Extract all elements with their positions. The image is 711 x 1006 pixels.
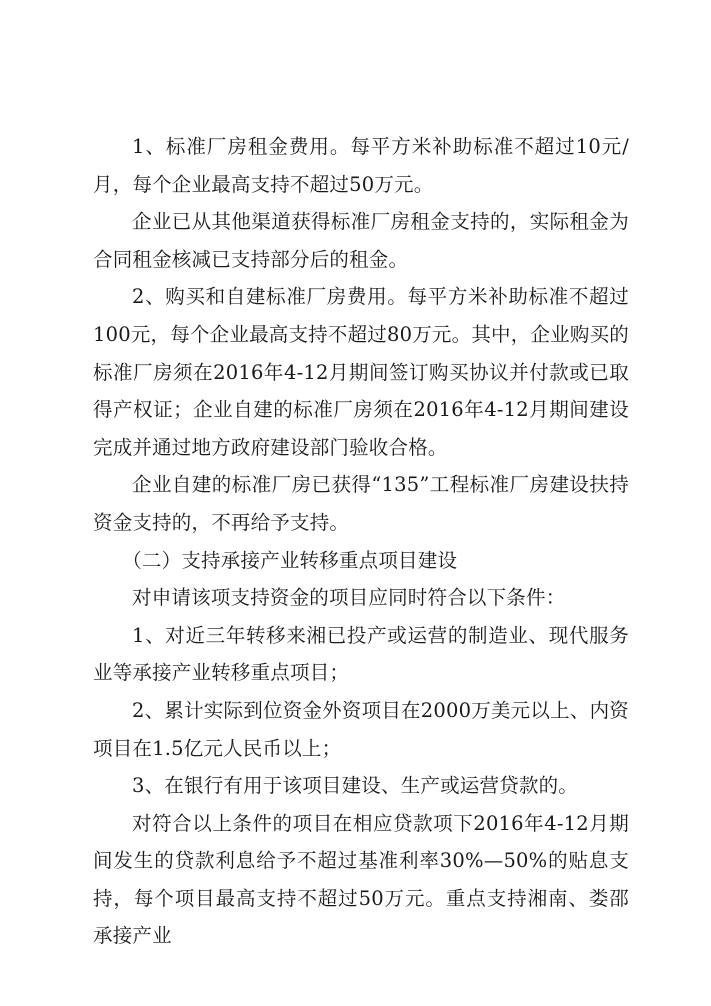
document-body	[93, 128, 629, 955]
paragraph-condition-3: 3、在银行有用于该项目建设、生产或运营贷款的。	[132, 774, 579, 798]
section-heading-industry-transfer: （二）支持承接产业转移重点项目建设	[122, 548, 458, 572]
paragraph-condition-2: 2、累计实际到位资金外资项目在2000万美元以上、内资项目在1.5亿元人民币以上；	[93, 698, 629, 760]
paragraph-interest-subsidy: 对符合以上条件的项目在相应贷款项下2016年4-12月期间发生的贷款利息给予不超过基准利率30%—50%的贴息支持，每个项目最高支持不超过50万元。重点支持湘南、娄邵承接产业	[93, 811, 629, 948]
paragraph-rent-subsidy: 1、标准厂房租金费用。每平方米补助标准不超过10元/月，每个企业最高支持不超过50万元。	[93, 135, 629, 196]
paragraph-condition-1: 1、对近三年转移来湘已投产或运营的制造业、现代服务业等承接产业转移重点项目；	[93, 623, 629, 685]
paragraph-conditions-intro: 对申请该项支持资金的项目应同时符合以下条件：	[132, 586, 566, 610]
paragraph-135-exclusion: 企业自建的标准厂房已获得“135”工程标准厂房建设扶持资金支持的，不再给予支持。	[93, 473, 629, 534]
paragraph-rent-deduction: 企业已从其他渠道获得标准厂房租金支持的，实际租金为合同租金核减已支持部分后的租金。	[93, 210, 629, 271]
paragraph-purchase-build-subsidy: 2、购买和自建标准厂房费用。每平方米补助标准不超过100元，每个企业最高支持不超过80万元。其中，企业购买的标准厂房须在2016年4-12月期间签订购买协议并付款或已取得产权证；企业自建的标准厂房须在2016年4-12月期间建设完成并通过地方政府建设部门验收合格。	[93, 285, 629, 459]
